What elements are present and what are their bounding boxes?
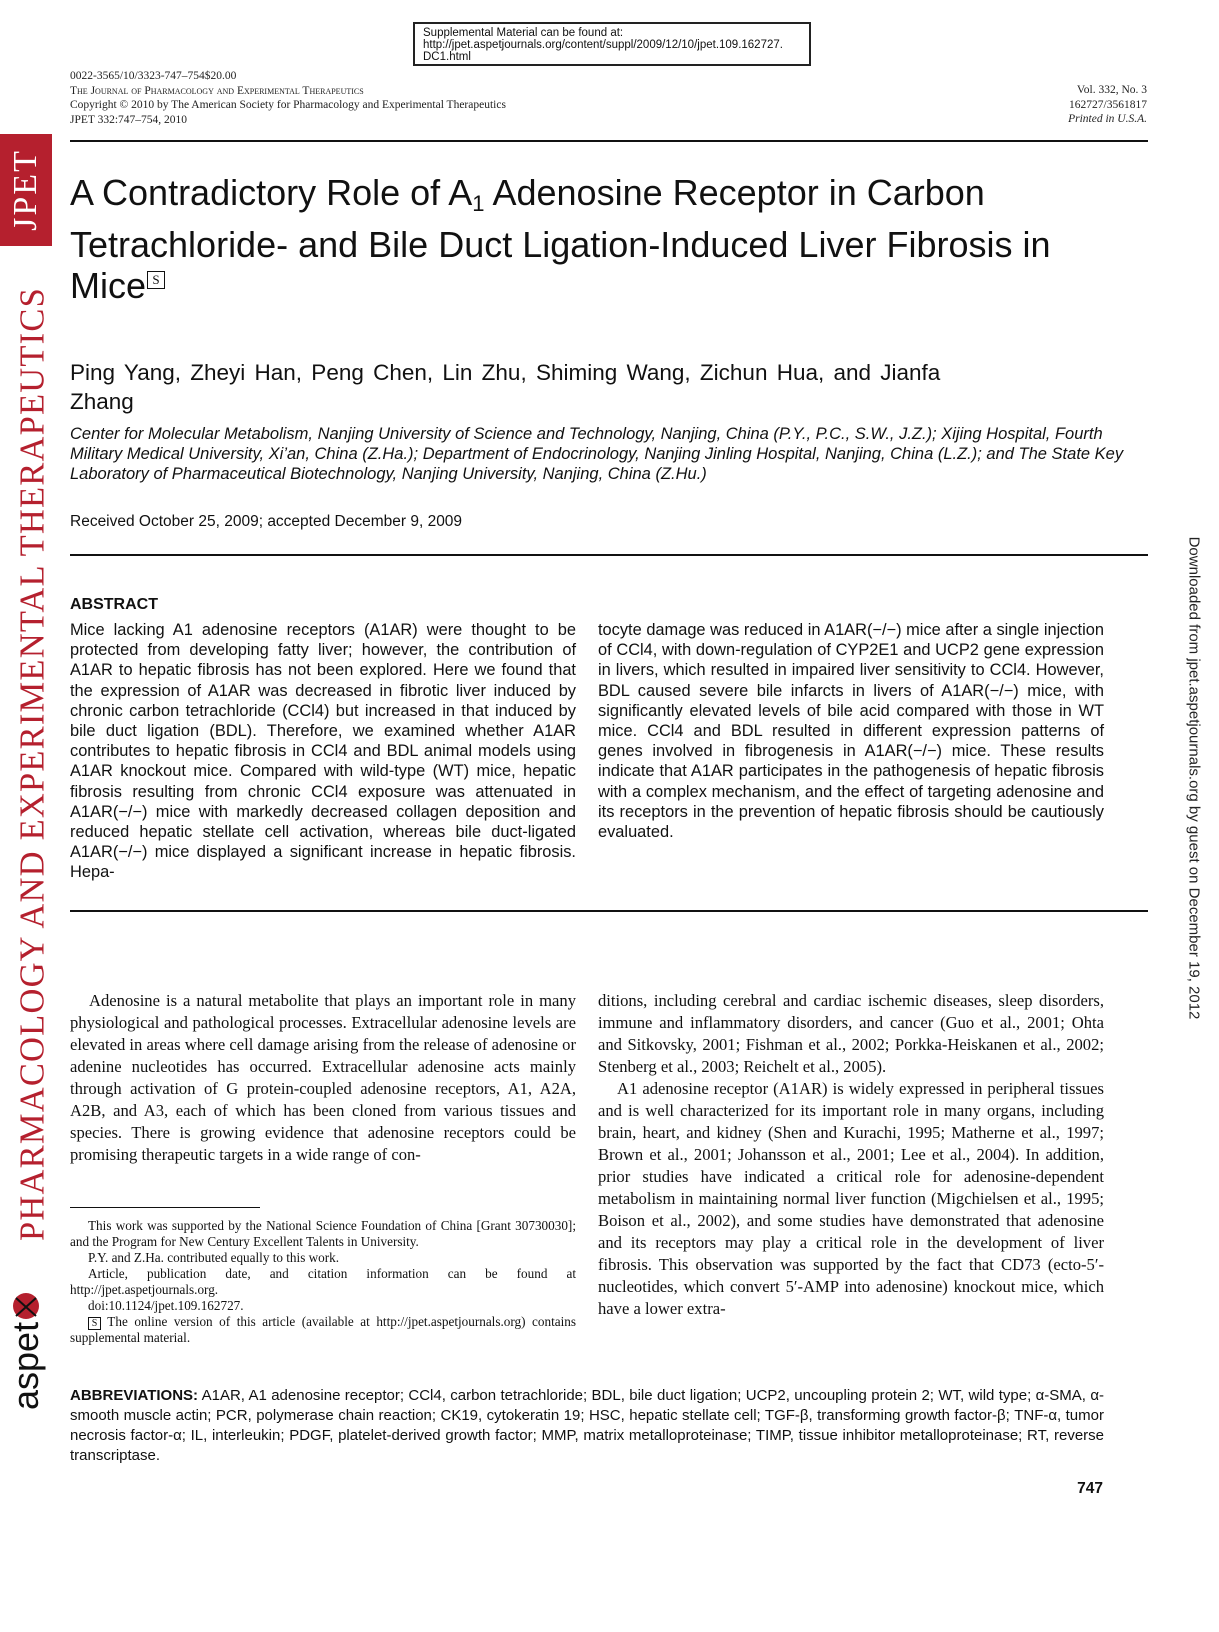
abstract-heading: ABSTRACT [70, 596, 158, 613]
abbreviations-label: ABBREVIATIONS: [70, 1387, 199, 1404]
received-dates: Received October 25, 2009; accepted December 9, 2009 [70, 513, 463, 530]
header-left [70, 69, 506, 127]
supplemental-mark-icon[interactable]: S [147, 271, 165, 289]
supplemental-line-3[interactable]: DC1.html [423, 51, 471, 63]
abbreviations [70, 1386, 1104, 1466]
footnotes [70, 1218, 576, 1346]
journal-name-vertical: PHARMACOLOGY AND EXPERIMENTAL THERAPEUTICS [13, 287, 52, 1241]
jpet-tab-label: JPET [7, 149, 44, 231]
footnote-article-info: Article, publication date, and citation information can be found at http://jpet.aspetjournals.org. [70, 1266, 576, 1297]
abbreviations-text: A1AR, A1 adenosine receptor; CCl4, carbon tetrachloride; BDL, bile duct ligation; UCP2, uncoupling protein 2; WT, wild type; α-SMA, α-smooth muscle actin; PCR, polymerase chain reaction; CK19, cytokeratin 19; HSC, hepatic stellate cell; TGF-β, transforming growth factor-β; TNF-α, tumor necrosis factor-α; IL, interleukin; PDGF, platelet-derived growth factor; MMP, matrix metalloproteinase; TIMP, tissue inhibitor metalloproteinase; RT, reverse transcriptase. [70, 1387, 1104, 1464]
body-paragraph-2: A1 adenosine receptor (A1AR) is widely expressed in peripheral tissues and is well characterized for its important role in many organs, including brain, heart, and kidney (Shen and Kurachi, 1995; Matherne et al., 1997; Brown et al., 2001; Johansson et al., 2001; Lee et al., 2004). In addition, prior studies have indicated a critical role for adenosine-dependent metabolism in maintaining normal liver function (Migchielsen et al., 1995; Boison et al., 2002), and some studies have demonstrated that adenosine and its receptors may play a critical role in the development of liver fibrosis. This observation was supported by the fact that CD73 (ecto-5′-nucleotides, which convert 5′-AMP into adenosine) knockout mice, which have a lower extra- [598, 1079, 1104, 1318]
jpet-tab [0, 134, 52, 246]
title-subscript: 1 [472, 191, 485, 216]
svg-text:aspet: aspet [5, 1321, 46, 1410]
article-title [70, 172, 1130, 306]
footnote-funding: This work was supported by the National Science Foundation of China [Grant 30730030]; and the Program for New Century Excellent Talents in University. [70, 1218, 576, 1249]
body-right-column [598, 990, 1104, 1320]
author-list: Ping Yang, Zheyi Han, Peng Chen, Lin Zhu, Shiming Wang, Zichun Hua, and Jianfa Zhang [70, 360, 941, 414]
printed-line: Printed in U.S.A. [1068, 113, 1147, 125]
article-id-line: 162727/3561817 [1069, 98, 1147, 111]
header-right [1068, 83, 1147, 127]
header-rule [70, 140, 1148, 142]
footnote-equal-contribution: P.Y. and Z.Ha. contributed equally to this work. [88, 1250, 340, 1265]
abstract-left-column [70, 620, 576, 883]
body-paragraph-1: Adenosine is a natural metabolite that plays an important role in many physiological and pathological processes. Extracellular adenosine levels are elevated in areas where cell damage arising from the release of adenosine or adenine nucleotides has occurred. Extracellular adenosine acts mainly through activation of G protein-coupled adenosine receptors, A1, A2A, A2B, and A3, each of which has been cloned from various tissues and species. There is growing evidence that adenosine receptors could be promising therapeutic targets in a wide range of con- [70, 991, 576, 1164]
abstract-bottom-rule [70, 910, 1148, 912]
volume-line: Vol. 332, No. 3 [1076, 84, 1147, 96]
affiliations: Center for Molecular Metabolism, Nanjing University of Science and Technology, Nanjing, China (P.Y., P.C., S.W., J.Z.); Xijing Hospital, Fourth Military Medical University, Xi’an, China (Z.Ha.); Department of Endocrinology, Nanjing Jinling Hospital, Nanjing, China (L.Z.); and The State Key Laboratory of Pharmaceutical Biotechnology, Nanjing University, Nanjing, China (Z.Hu.) [70, 425, 1124, 483]
abstract-top-rule [70, 554, 1148, 556]
title-part-1: A Contradictory Role of A [70, 172, 473, 213]
footnote-rule [70, 1207, 260, 1208]
footnote-online-supplement [70, 1314, 576, 1346]
footnote-doi: doi:10.1124/jpet.109.162727. [88, 1298, 244, 1313]
supplemental-line-2[interactable]: http://jpet.aspetjournals.org/content/suppl/2009/12/10/jpet.109.162727. [423, 39, 783, 51]
abstract-right-text: tocyte damage was reduced in A1AR(−/−) mice after a single injection of CCl4, with down-regulation of CYP2E1 and UCP2 gene expression in livers, which resulted in impaired liver sensitivity to CCl4. However, BDL caused severe bile infarcts in livers of A1AR(−/−) mice, with significantly elevated levels of bile acid compared with those in WT mice. CCl4 and BDL resulted in different expression patterns of genes involved in fibrogenesis in A1AR(−/−) mice. These results indicate that A1AR participates in the pathogenesis of hepatic fibrosis with a complex mechanism, and the effect of targeting adenosine and its receptors in the prevention of hepatic fibrosis should be cautiously evaluated. [598, 621, 1104, 842]
abstract-right-column [598, 620, 1104, 842]
journal-line: The Journal of Pharmacology and Experimental Therapeutics [70, 84, 364, 97]
copyright-line: Copyright © 2010 by The American Society for Pharmacology and Experimental Therapeutics [70, 99, 506, 111]
title-part-2: Adenosine Receptor in Carbon Tetrachloride- and Bile Duct Ligation-Induced Liver Fibrosis in Mice [70, 172, 1051, 306]
body-paragraph-1-continued: ditions, including cerebral and cardiac ischemic diseases, sleep disorders, immune and inflammatory disorders, and cancer (Guo et al., 2001; Ohta and Sitkovsky, 2001; Fishman et al., 2002; Porkka-Heiskanen et al., 2002; Stenberg et al., 2003; Reichelt et al., 2005). [598, 991, 1104, 1076]
page-number: 747 [1077, 1480, 1103, 1497]
download-note: Downloaded from jpet.aspetjournals.org by guest on December 19, 2012 [1185, 536, 1203, 1020]
aspet-logo-icon [2, 1292, 50, 1410]
body-left-column [70, 990, 576, 1166]
issn-line: 0022-3565/10/3323-747–754$20.00 [70, 70, 237, 82]
supplemental-notice-box [413, 22, 811, 66]
citation-line: JPET 332:747–754, 2010 [70, 113, 188, 126]
supplemental-line-1: Supplemental Material can be found at: [423, 27, 624, 39]
supplemental-mark-small-icon: S [88, 1317, 101, 1330]
footnote-online-text: The online version of this article (available at http://jpet.aspetjournals.org) contains supplemental material. [70, 1314, 576, 1345]
abstract-left-text: Mice lacking A1 adenosine receptors (A1AR) were thought to be protected from developing fatty liver; however, the contribution of A1AR to hepatic fibrosis has not been explored. Here we found that the expression of A1AR was decreased in fibrotic liver induced by chronic carbon tetrachloride (CCl4) but increased in that induced by bile duct ligation (BDL). Therefore, we examined whether A1AR contributes to hepatic fibrosis in CCl4 and BDL animal models using A1AR knockout mice. Compared with wild-type (WT) mice, hepatic fibrosis resulting from chronic CCl4 exposure was attenuated in A1AR(−/−) mice with markedly decreased collagen deposition and reduced hepatic stellate cell activation, whereas bile duct-ligated A1AR(−/−) mice displayed a significant increase in hepatic fibrosis. Hepa- [70, 621, 576, 882]
